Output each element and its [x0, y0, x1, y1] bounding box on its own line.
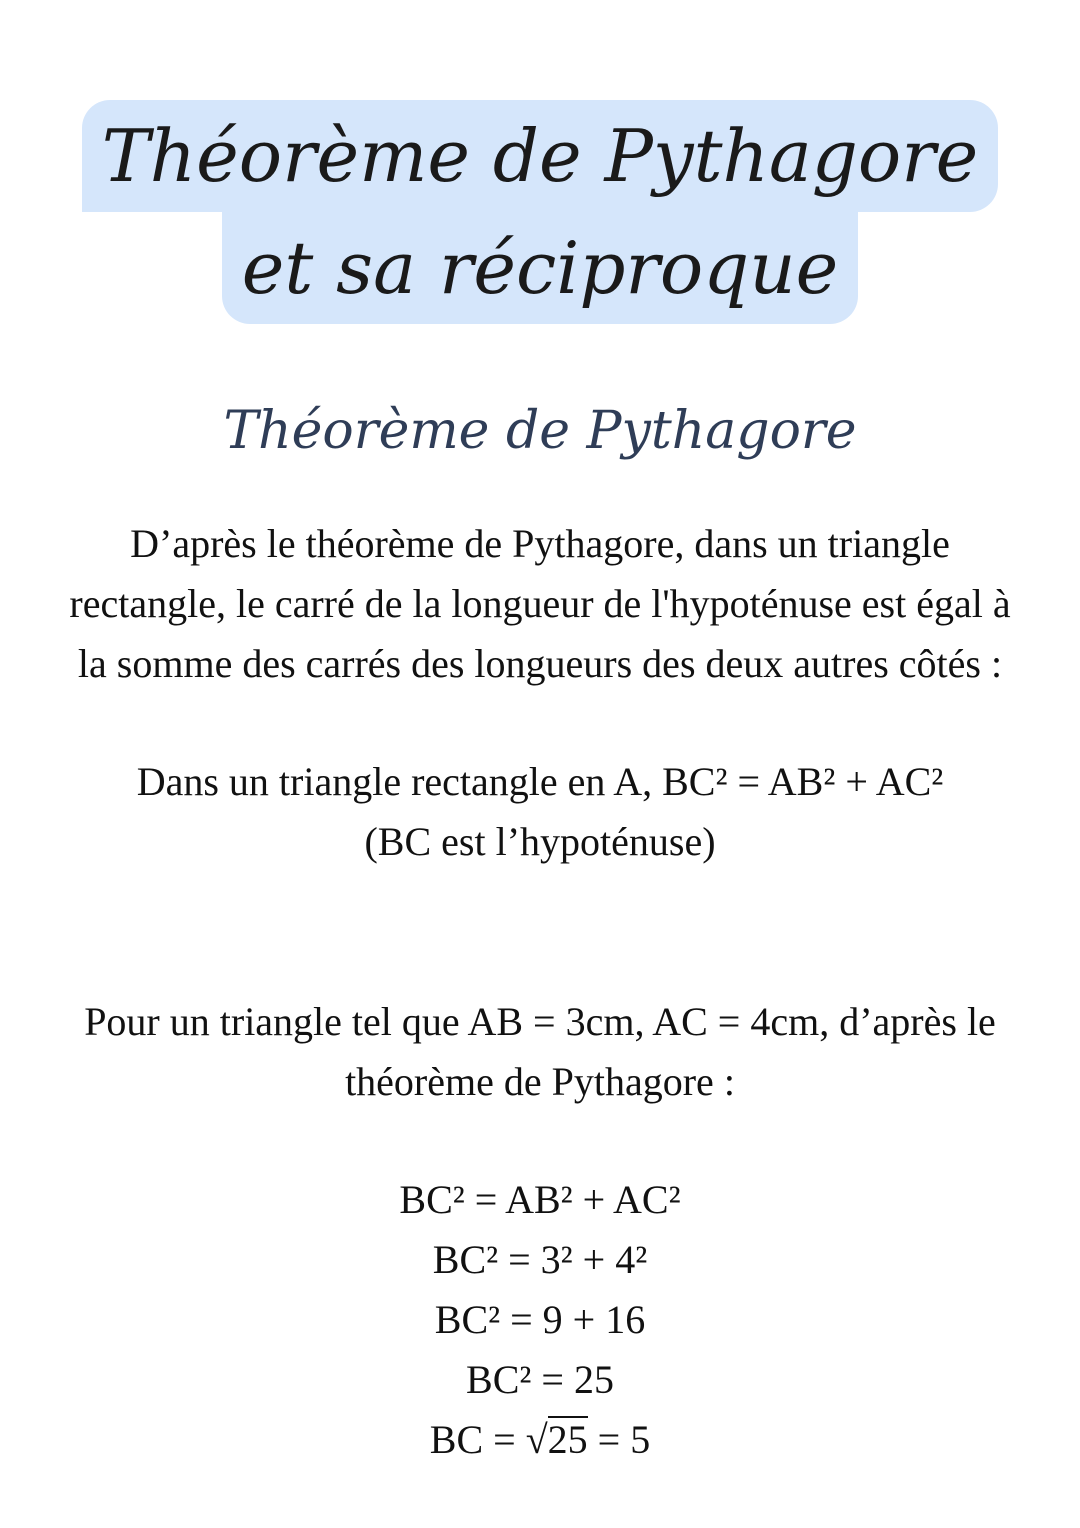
step-5-radicand: 25	[547, 1417, 588, 1462]
step-4: BC² = 25	[466, 1357, 614, 1402]
example-line-1: Pour un triangle tel que AB = 3cm, AC = 4cm, d’après le	[84, 999, 996, 1044]
theorem-statement	[20, 514, 1060, 694]
formula-note: (BC est l’hypoténuse)	[364, 819, 716, 864]
theorem-line-2: rectangle, le carré de la longueur de l'hypoténuse est égal à	[69, 581, 1011, 626]
step-5-prefix: BC = √	[429, 1417, 548, 1462]
title-line-2: et sa réciproque	[222, 212, 859, 324]
title-line-1: Théorème de Pythagore	[82, 100, 999, 212]
step-5	[0, 1410, 1080, 1470]
step-1: BC² = AB² + AC²	[399, 1177, 681, 1222]
section-heading: Théorème de Pythagore	[223, 401, 857, 461]
theorem-line-1: D’après le théorème de Pythagore, dans un triangle	[130, 521, 950, 566]
formula-block	[20, 752, 1060, 872]
formula-line: Dans un triangle rectangle en A, BC² = AB² + AC²	[136, 759, 944, 804]
theorem-line-3: la somme des carrés des longueurs des deux autres côtés :	[77, 641, 1003, 686]
step-3: BC² = 9 + 16	[434, 1297, 646, 1342]
step-5-suffix: = 5	[587, 1417, 651, 1462]
page-title	[0, 100, 1080, 324]
calculation-steps	[0, 1170, 1080, 1470]
step-2: BC² = 3² + 4²	[432, 1237, 648, 1282]
example-intro	[20, 992, 1060, 1112]
example-line-2: théorème de Pythagore :	[345, 1059, 735, 1104]
